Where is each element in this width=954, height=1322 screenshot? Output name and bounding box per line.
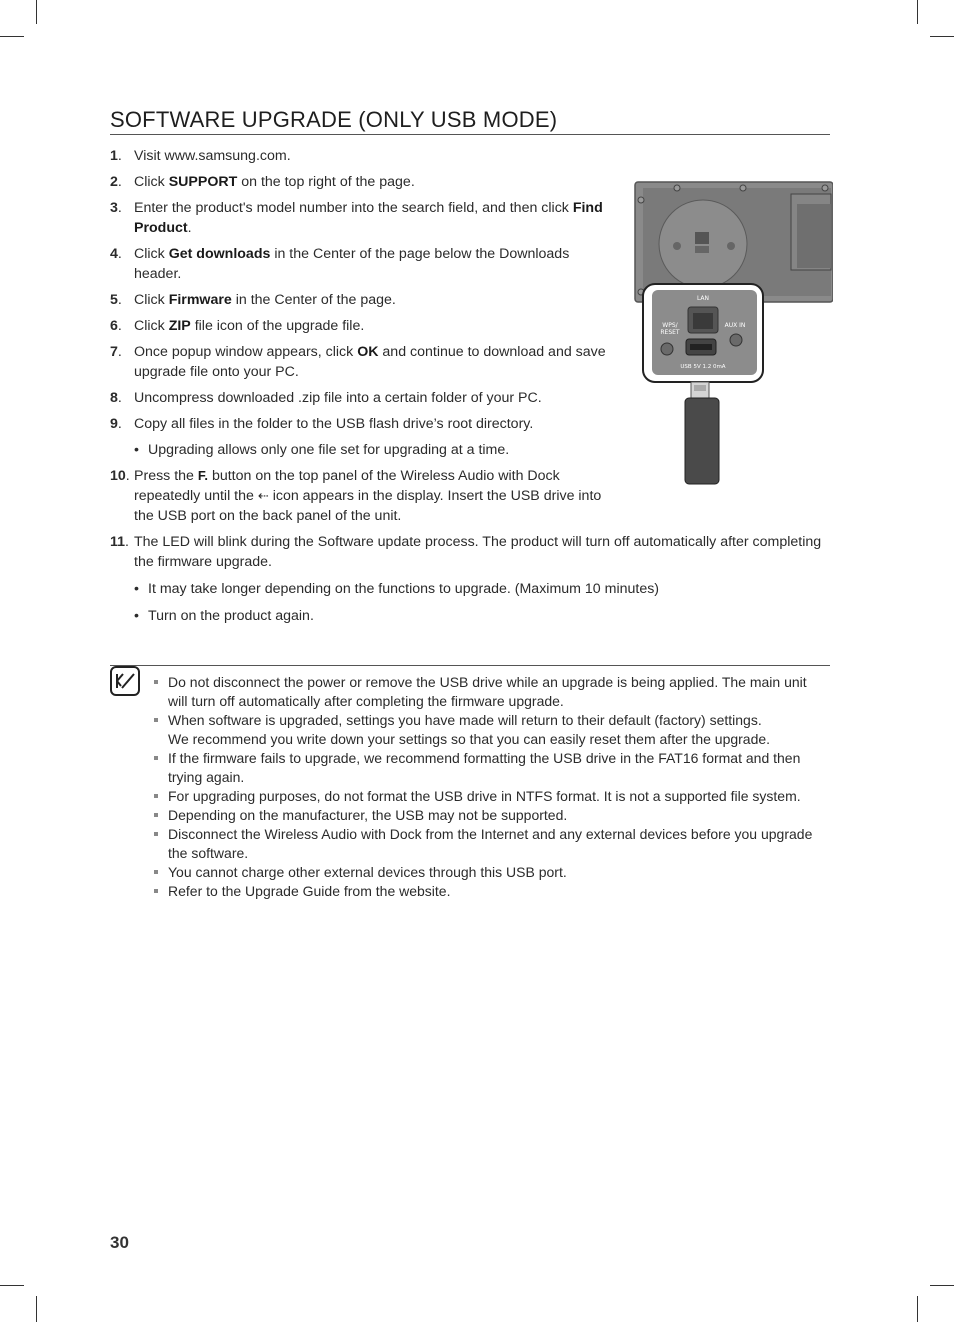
lan-label: LAN — [696, 295, 710, 302]
note-item: Depending on the manufacturer, the USB may not be supported. — [154, 806, 824, 825]
step-text: Click — [134, 246, 169, 262]
note-item: Do not disconnect the power or remove the USB drive while an upgrade is being applied. The main unit will turn off automatically after completing the firmware upgrade. — [154, 673, 824, 711]
step-text: . — [187, 220, 192, 236]
step-number: 11. — [110, 534, 129, 550]
page-number: 30 — [110, 1233, 129, 1252]
aux-jack — [730, 334, 742, 346]
note-item: You cannot charge other external devices through this USB port. — [154, 863, 824, 882]
step-1 — [110, 146, 614, 166]
step-text: Visit www.samsung.com. — [134, 148, 291, 164]
notes-list — [154, 673, 824, 901]
step-number: 6. — [110, 318, 122, 334]
step-text: button on the top panel of the Wireless Audio with Dock repeatedly until the — [134, 468, 560, 504]
crop-mark — [930, 1285, 954, 1286]
screw-icon — [740, 185, 746, 191]
step-7 — [110, 342, 614, 382]
step-keyword: ZIP — [168, 318, 191, 334]
step-number: 2. — [110, 174, 122, 190]
step-number: 8. — [110, 390, 122, 406]
step-keyword: SUPPORT — [168, 174, 238, 190]
step-4 — [110, 244, 614, 284]
crop-mark — [917, 1296, 918, 1322]
aux-label: AUX IN — [724, 322, 746, 329]
step-5 — [110, 290, 614, 310]
step-3 — [110, 198, 614, 238]
note-icon — [110, 666, 140, 696]
step-8 — [110, 388, 614, 408]
step-text: The LED will blink during the Software update process. The product will turn off automatically after completing the firmware upgrade. — [134, 534, 822, 570]
note-item: For upgrading purposes, do not format the USB drive in NTFS format. It is not a supported file system. — [154, 787, 824, 806]
step-number: 3. — [110, 200, 122, 216]
function-button-icon: F. — [197, 468, 208, 483]
notes-rule — [110, 665, 830, 666]
step-number: 5. — [110, 292, 122, 308]
step-keyword: Firmware — [168, 292, 232, 308]
crop-mark — [930, 36, 954, 37]
reset-label: RESET — [660, 329, 680, 336]
step-text: in the Center of the page below the Downloads header. — [134, 246, 570, 282]
step-number: 10. — [110, 468, 130, 484]
step-number: 7. — [110, 344, 122, 360]
step-bullet: • It may take longer depending on the functions to upgrade. (Maximum 10 minutes) — [134, 579, 830, 599]
title-rule — [110, 134, 830, 135]
step-2 — [110, 172, 614, 192]
crop-mark — [36, 0, 37, 24]
step-keyword: OK — [357, 344, 379, 360]
wps-button — [661, 343, 673, 355]
step-text: in the Center of the page. — [231, 292, 396, 308]
step-number: 1. — [110, 148, 122, 164]
note-item: If the firmware fails to upgrade, we recommend formatting the USB drive in the FAT16 format and then trying again. — [154, 749, 824, 787]
step-text: Copy all files in the folder to the USB flash drive’s root directory. — [134, 416, 534, 432]
step-text: Press the — [134, 468, 198, 484]
step-text: Uncompress downloaded .zip file into a certain folder of your PC. — [134, 390, 542, 406]
page-title: SOFTWARE UPGRADE (ONLY USB MODE) — [110, 107, 558, 132]
crop-mark — [917, 0, 918, 24]
step-6 — [110, 316, 614, 336]
usb-flash-drive — [685, 398, 719, 484]
note-item-continuation: We recommend you write down your settings so that you can easily reset them after the upgrade. — [168, 731, 771, 747]
screw-icon — [638, 197, 644, 203]
step-keyword: Find Product — [134, 200, 603, 236]
step-number: 9. — [110, 416, 122, 432]
step-11 — [110, 532, 830, 626]
usb-icon: ⇠ — [257, 488, 269, 503]
wps-label: WPS/ — [662, 322, 678, 329]
note-item: Refer to the Upgrade Guide from the website. — [154, 882, 824, 901]
crop-mark — [0, 36, 24, 37]
step-text: icon appears in the display. Insert the USB drive into the USB port on the back panel of the unit. — [134, 488, 602, 524]
step-keyword: Get downloads — [168, 246, 271, 262]
note-item: When software is upgraded, settings you have made will return to their default (factory) settings. — [154, 711, 824, 730]
usb-port-label: USB 5V 1.2 0mA — [680, 364, 726, 370]
step-bullet: • Upgrading allows only one file set for upgrading at a time. — [134, 440, 614, 460]
step-text: file icon of the upgrade file. — [190, 318, 365, 334]
step-bullet: • Turn on the product again. — [134, 606, 830, 626]
note-item: Disconnect the Wireless Audio with Dock from the Internet and any external devices before you upgrade the software. — [154, 825, 824, 863]
step-text: Click — [134, 174, 169, 190]
step-number: 4. — [110, 246, 122, 262]
crop-mark — [0, 1285, 24, 1286]
step-text: on the top right of the page. — [237, 174, 415, 190]
screw-icon — [674, 185, 680, 191]
screw-icon — [822, 185, 828, 191]
crop-mark — [36, 1296, 37, 1322]
step-text: Enter the product's model number into the search field, and then click — [134, 200, 573, 216]
step-text: and continue to download and save upgrade file onto your PC. — [134, 344, 606, 380]
step-text: Once popup window appears, click — [134, 344, 358, 360]
step-text: Click — [134, 318, 169, 334]
rear-panel-illustration — [633, 180, 833, 486]
step-9 — [110, 414, 614, 460]
step-text: Click — [134, 292, 169, 308]
step-10 — [110, 466, 614, 526]
